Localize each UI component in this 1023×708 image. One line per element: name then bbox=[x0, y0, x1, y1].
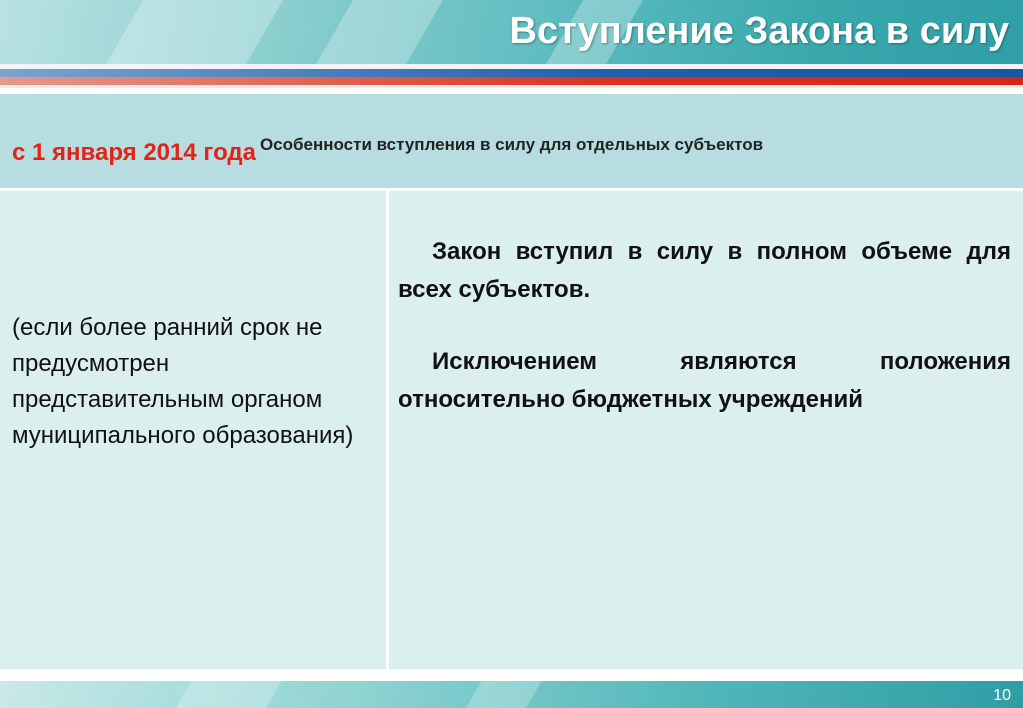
page-number: 10 bbox=[993, 687, 1011, 704]
slide-title: Вступление Закона в силу bbox=[509, 10, 1009, 52]
exception-paragraph: Исключением являются положения относительно бюджетных учреждений bbox=[398, 348, 1011, 413]
decorative-streak bbox=[447, 681, 553, 708]
footer-bar bbox=[0, 681, 1023, 708]
table-header-text: Особенности вступления в силу для отдельных субъектов bbox=[259, 135, 764, 154]
flag-stripes bbox=[0, 64, 1023, 88]
date-note: (если более ранний срок не предусмотрен представительным органом муниципального образования) bbox=[12, 314, 354, 449]
law-effect-paragraph: Закон вступил в силу в полном объеме для всех субъектов. bbox=[398, 238, 1011, 303]
stripe-light bbox=[0, 85, 1023, 88]
title-bar bbox=[0, 0, 1023, 64]
decorative-streak bbox=[74, 0, 306, 64]
effective-date: с 1 января 2014 года bbox=[12, 139, 256, 166]
decorative-streak bbox=[284, 0, 466, 64]
stripe-red bbox=[0, 77, 1023, 85]
decorative-streak bbox=[157, 681, 293, 708]
stripe-blue bbox=[0, 69, 1023, 77]
